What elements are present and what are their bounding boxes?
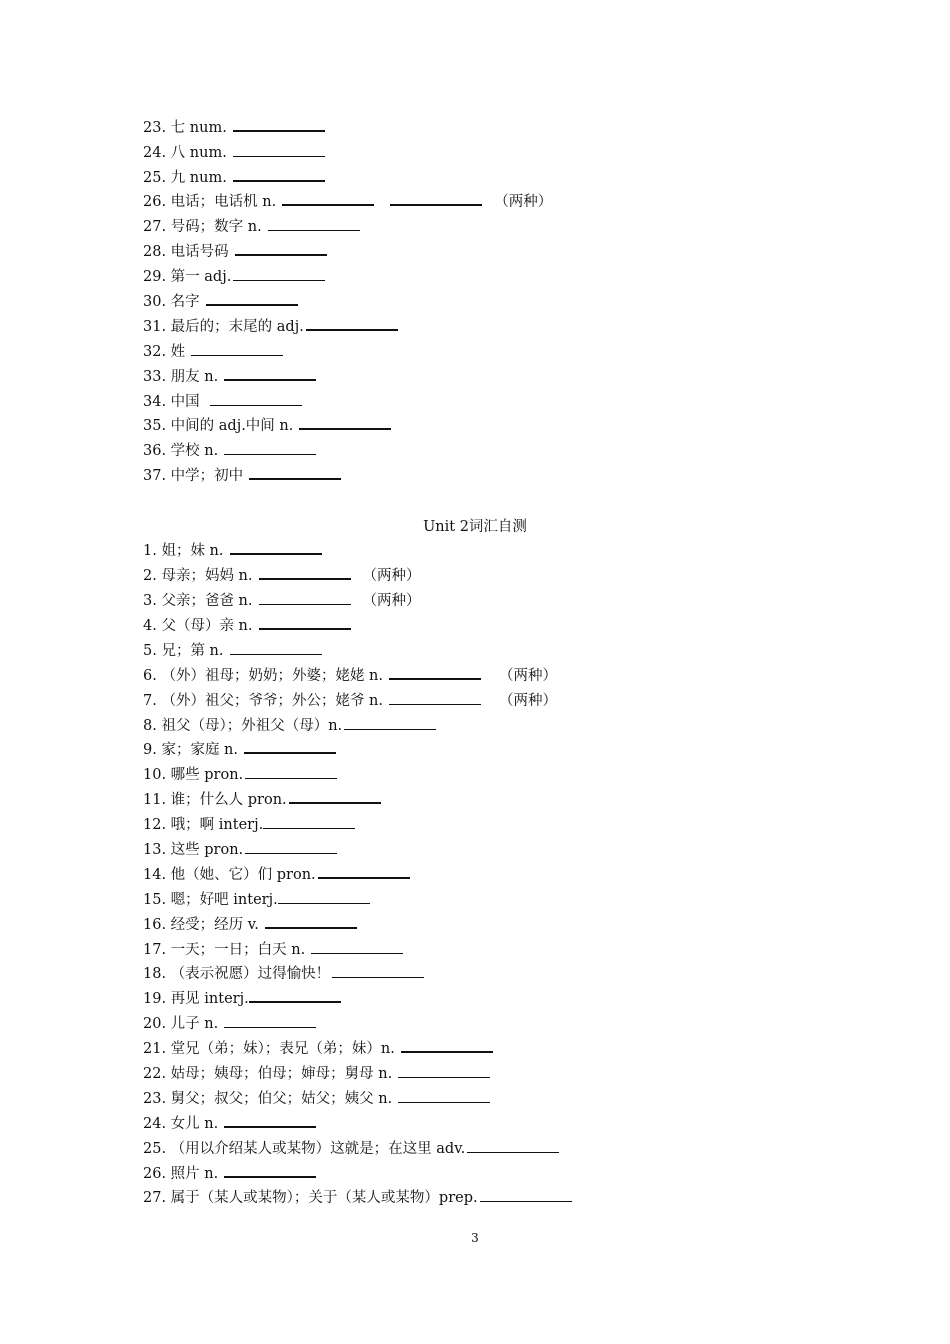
vocab-prompt: 8. 祖父（母）；外祖父（母）n. (143, 718, 343, 734)
answer-blank[interactable] (249, 464, 341, 480)
vocab-prompt: 15. 嗯；好吧 interj. (143, 892, 278, 908)
vocab-prompt: 5. 兄；第 n. (143, 643, 224, 659)
vocab-item (143, 913, 357, 937)
note-label: （两种） (362, 593, 421, 609)
vocab-item (143, 589, 421, 613)
vocab-prompt: 35. 中间的 adj.中间 n. (143, 418, 294, 434)
answer-blank[interactable] (398, 1063, 490, 1078)
vocab-item (143, 1162, 316, 1186)
vocab-item (143, 614, 351, 638)
answer-blank[interactable] (206, 290, 298, 306)
answer-blank[interactable] (318, 863, 410, 879)
answer-blank[interactable] (332, 963, 424, 978)
vocab-item (143, 838, 337, 862)
vocab-item (143, 763, 337, 787)
vocab-item (143, 315, 398, 339)
vocab-item (143, 141, 325, 165)
answer-blank[interactable] (245, 764, 337, 779)
vocab-prompt: 22. 姑母；姨母；伯母；婶母；舅母 n. (143, 1066, 393, 1082)
vocab-item (143, 664, 557, 688)
vocab-prompt: 34. 中国 (143, 394, 200, 410)
answer-blank[interactable] (306, 315, 398, 331)
answer-blank[interactable] (263, 814, 355, 829)
vocab-prompt: 25. （用以介绍某人或某物）这就是；在这里 adv. (143, 1141, 466, 1157)
answer-blank[interactable] (233, 116, 325, 132)
vocab-prompt: 25. 九 num. (143, 170, 227, 186)
answer-blank[interactable] (278, 889, 370, 904)
vocab-item (143, 1087, 490, 1111)
vocab-item (143, 1112, 316, 1136)
answer-blank[interactable] (249, 987, 341, 1003)
answer-blank[interactable] (235, 240, 327, 256)
vocab-prompt: 27. 属于（某人或某物）；关于（某人或某物）prep. (143, 1190, 478, 1206)
vocab-item (143, 116, 325, 140)
vocab-item (143, 938, 403, 962)
answer-blank[interactable] (259, 614, 351, 630)
vocab-item (143, 1186, 572, 1210)
vocab-item (143, 813, 355, 837)
vocab-prompt: 2. 母亲；妈妈 n. (143, 568, 253, 584)
vocab-item (143, 689, 557, 713)
answer-blank[interactable] (224, 1112, 316, 1128)
answer-blank[interactable] (233, 142, 325, 157)
answer-blank[interactable] (210, 391, 302, 406)
vocab-prompt: 3. 父亲；爸爸 n. (143, 593, 253, 609)
answer-blank[interactable] (259, 590, 351, 605)
vocab-item (143, 1062, 490, 1086)
answer-blank[interactable] (230, 640, 322, 655)
vocab-item (143, 464, 341, 488)
vocab-item (143, 788, 381, 812)
answer-blank[interactable] (224, 1162, 316, 1178)
vocab-prompt: 7. （外）祖父；爷爷；外公；姥爷 n. (143, 693, 383, 709)
vocab-prompt: 17. 一天；一日；白天 n. (143, 942, 306, 958)
vocab-item (143, 962, 424, 986)
vocab-item (143, 564, 421, 588)
vocab-item (143, 265, 325, 289)
vocab-prompt: 36. 学校 n. (143, 443, 219, 459)
vocab-prompt: 32. 姓 (143, 344, 186, 360)
answer-blank[interactable] (244, 738, 336, 754)
answer-blank[interactable] (224, 440, 316, 455)
answer-blank[interactable] (299, 414, 391, 430)
vocab-prompt: 24. 八 num. (143, 145, 227, 161)
note-label: （两种） (362, 568, 421, 584)
vocab-item (143, 439, 316, 463)
vocab-prompt: 26. 电话；电话机 n. (143, 194, 277, 210)
vocab-prompt: 14. 他（她、它）们 pron. (143, 867, 316, 883)
vocab-item (143, 1137, 559, 1161)
answer-blank[interactable] (401, 1037, 493, 1053)
vocab-prompt: 24. 女儿 n. (143, 1116, 219, 1132)
vocab-prompt: 27. 号码；数字 n. (143, 219, 262, 235)
vocab-item (143, 215, 360, 239)
answer-blank[interactable] (311, 939, 403, 954)
vocab-prompt: 19. 再见 interj. (143, 991, 249, 1007)
vocab-prompt: 16. 经受；经历 v. (143, 917, 259, 933)
vocab-prompt: 23. 七 num. (143, 120, 227, 136)
answer-blank[interactable] (389, 690, 481, 705)
vocab-prompt: 6. （外）祖母；奶奶；外婆；姥姥 n. (143, 668, 383, 684)
vocab-prompt: 29. 第一 adj. (143, 269, 232, 285)
answer-blank[interactable] (389, 664, 481, 680)
vocab-prompt: 18. （表示祝愿）过得愉快！ (143, 966, 331, 982)
note-label: （两种） (494, 194, 553, 210)
vocab-item (143, 539, 322, 563)
vocab-item (143, 365, 316, 389)
vocab-item (143, 190, 552, 214)
vocab-item (143, 639, 322, 663)
answer-blank[interactable] (245, 839, 337, 854)
vocab-prompt: 1. 姐；妹 n. (143, 543, 224, 559)
answer-blank[interactable] (480, 1187, 572, 1202)
answer-blank[interactable] (282, 190, 374, 206)
answer-blank[interactable] (265, 913, 357, 929)
vocab-prompt: 20. 儿子 n. (143, 1016, 219, 1032)
page-number: 3 (471, 1231, 479, 1245)
vocab-prompt: 9. 家；家庭 n. (143, 742, 239, 758)
vocab-item (143, 340, 283, 364)
vocab-prompt: 4. 父（母）亲 n. (143, 618, 253, 634)
answer-blank[interactable] (233, 266, 325, 281)
answer-blank[interactable] (224, 1013, 316, 1028)
vocab-item (143, 738, 336, 762)
answer-blank[interactable] (398, 1088, 490, 1103)
vocab-item (143, 240, 327, 264)
vocab-item (143, 290, 298, 314)
vocab-item (143, 714, 436, 738)
vocab-prompt: 21. 堂兄（弟；妹）；表兄（弟；妹）n. (143, 1041, 395, 1057)
vocab-prompt: 12. 哦；啊 interj. (143, 817, 264, 833)
section-heading: Unit 2词汇自测 (423, 519, 527, 535)
answer-blank[interactable] (191, 341, 283, 356)
vocab-prompt: 31. 最后的；末尾的 adj. (143, 319, 304, 335)
vocab-item (143, 166, 325, 190)
answer-blank[interactable] (390, 190, 482, 206)
answer-blank[interactable] (344, 715, 436, 730)
vocab-item (143, 863, 410, 887)
vocab-prompt: 11. 谁；什么人 pron. (143, 792, 287, 808)
vocab-item (143, 390, 302, 414)
vocab-item (143, 987, 341, 1011)
answer-blank[interactable] (233, 166, 325, 182)
answer-blank[interactable] (230, 539, 322, 555)
answer-blank[interactable] (259, 564, 351, 580)
answer-blank[interactable] (268, 216, 360, 231)
vocab-item (143, 888, 370, 912)
vocab-prompt: 10. 哪些 pron. (143, 767, 244, 783)
vocab-prompt: 13. 这些 pron. (143, 842, 244, 858)
answer-blank[interactable] (467, 1138, 559, 1153)
vocab-prompt: 23. 舅父；叔父；伯父；姑父；姨父 n. (143, 1091, 393, 1107)
vocab-prompt: 26. 照片 n. (143, 1166, 219, 1182)
vocab-prompt: 30. 名字 (143, 294, 200, 310)
vocab-prompt: 37. 中学；初中 (143, 468, 244, 484)
answer-blank[interactable] (224, 365, 316, 381)
vocab-item (143, 414, 391, 438)
vocab-prompt: 28. 电话号码 (143, 244, 229, 260)
vocab-item (143, 1037, 493, 1061)
note-label: （两种） (499, 693, 557, 709)
note-label: （两种） (499, 668, 557, 684)
answer-blank[interactable] (289, 788, 381, 804)
vocab-prompt: 33. 朋友 n. (143, 369, 219, 385)
vocab-item (143, 1012, 316, 1036)
